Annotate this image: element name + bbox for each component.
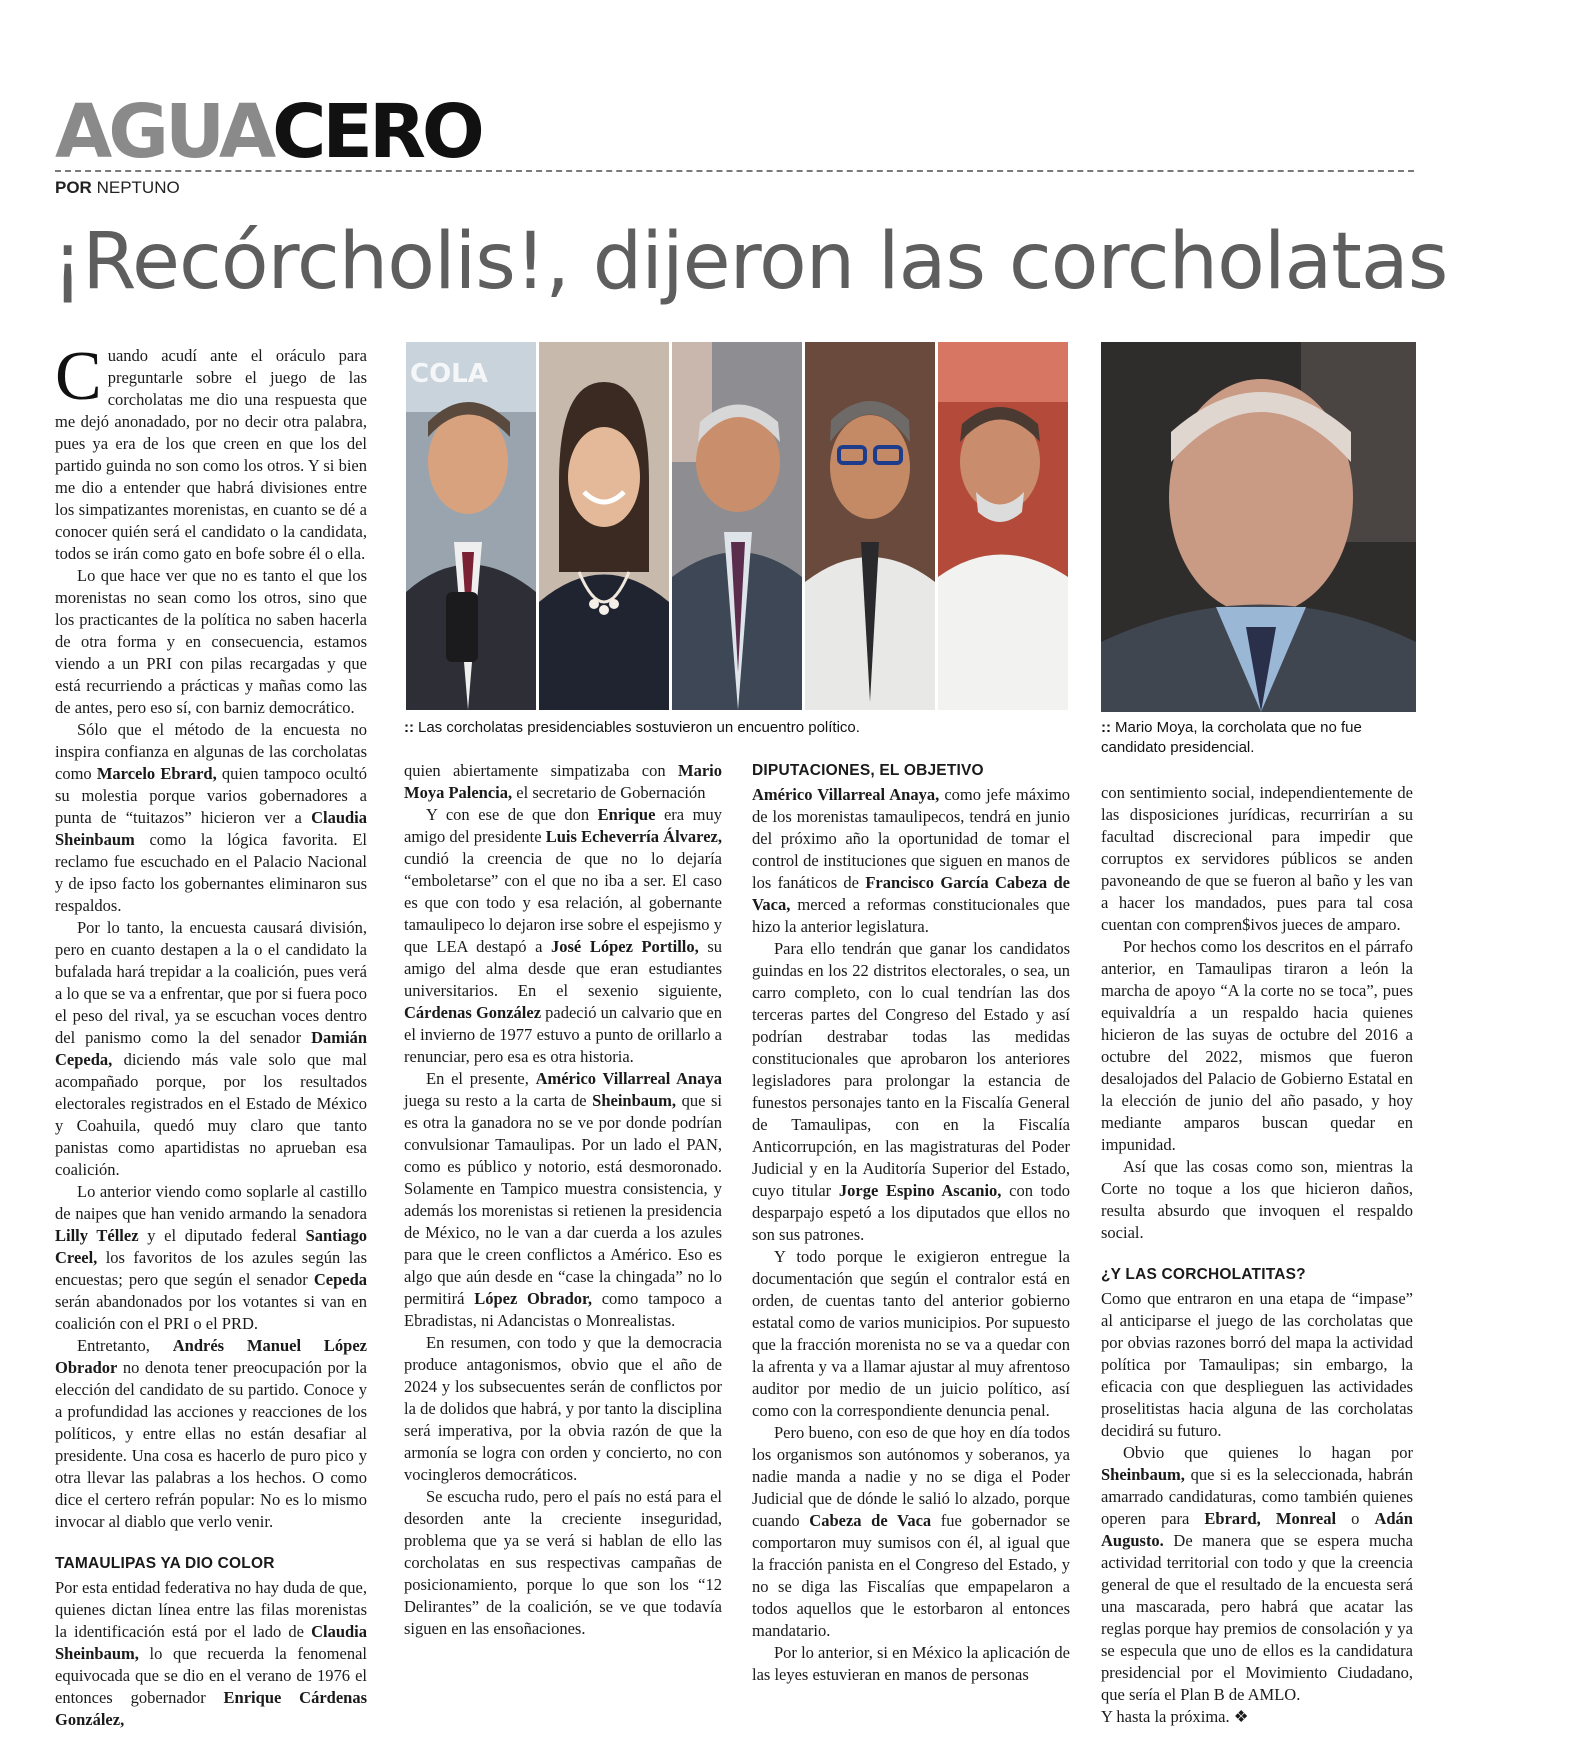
section-heading: DIPUTACIONES, EL OBJETIVO <box>752 762 984 779</box>
paragraph: Y con ese de que don Enrique era muy amigo del presidente Luis Echeverría Álvarez, cundió la creencia de que no lo dejaría “emboletarse” con el que no iba a ser. El caso es que con todo y esa relación, al gobernante tamaulipeco lo dejaron irse sobre el espejismo y que LEA destapó a José López Portillo, su amigo del alma desde que eran estudiantes universitarios. En el sexenio siguiente, Cárdenas González padeció un calvario que en el invierno de 1977 estuvo a punto de orillarlo a renunciar, pero esa es otra historia. <box>404 805 722 1066</box>
dashed-divider <box>55 170 1414 172</box>
section-heading: TAMAULIPAS YA DIO COLOR <box>55 1555 275 1572</box>
side-photo-caption: :: Mario Moya, la corcholata que no fue candidato presidencial. <box>1101 719 1362 756</box>
column-masthead <box>55 89 481 175</box>
paragraph: Por lo anterior, si en México la aplicación de las leyes estuvieran en manos de personas <box>752 1643 1070 1684</box>
masthead-cero: CERO <box>272 89 481 175</box>
paragraph: Por esta entidad federativa no hay duda de que, quienes dictan línea entre las filas morenistas la identificación está por el lado de Claudia Sheinbaum, lo que recuerda la fenomenal equivocada que se dio en el verano de 1976 el entonces gobernador Enrique Cárdenas González, <box>55 1578 368 1729</box>
portrait-photo <box>938 342 1068 710</box>
masthead-agua: AGUA <box>55 89 273 175</box>
side-photo-mario-moya <box>1101 342 1416 712</box>
paragraph: Se escucha rudo, pero el país no está para el desorden ante la creciente inseguridad, problema que ya se verá si hablan de ello las corcholatas en sus respectivas campañas de posicionamiento, porque lo que son los “12 Delirantes” de la coalición, se ve que todavía siguen en las ensoñaciones. <box>404 1487 722 1638</box>
caption-marker: :: <box>404 719 414 736</box>
caption-marker: :: <box>1101 719 1111 736</box>
paragraph: Así que las cosas como son, mientras la Corte no toque a los que hicieron daños, resulta absurdo que invoquen el respaldo social. <box>1101 1157 1413 1242</box>
paragraph: Pero bueno, con eso de que hoy en día todos los organismos son autónomos y soberanos, ya nadie manda a nadie y no se diga el Poder Judicial que de dónde le salió lo alzado, porque cuando Cabeza de Vaca fue gobernador se comportaron muy sumisos con él, al igual que la fracción panista en el Congreso del Estado, y no se diga las Fiscalías que empapelaron a todos aquellos que le estorbaron al entonces mandatario. <box>752 1423 1070 1640</box>
photo-strip-corcholatas <box>406 342 1068 710</box>
section-heading: ¿Y LAS CORCHOLATITAS? <box>1101 1266 1306 1283</box>
svg-text:COLA: COLA <box>410 359 488 389</box>
drop-cap: C <box>55 338 102 415</box>
byline-por: POR <box>55 178 92 197</box>
article-column-3 <box>752 760 1070 1686</box>
paragraph: Obvio que quienes lo hagan por Sheinbaum, que si es la seleccionada, habrán amarrado candidaturas, como también quienes operen para Ebrard, Monreal o Adán Augusto. De manera que se espera mucha actividad territorial con todo y que la creencia general de que el resultado de la encuesta será una mascarada, pero habrá que acatar las reglas porque hay premios de consolación y ya se especula que uno de ellos es la candidatura presidencial por el Movimiento Ciudadano, que sería el Plan B de AMLO. <box>1101 1443 1413 1704</box>
byline <box>55 178 180 198</box>
portrait-photo <box>805 342 935 710</box>
paragraph: Para ello tendrán que ganar los candidatos guindas en los 22 distritos electorales, o sea, un carro completo, con lo cual tendrían las dos terceras partes del Congreso del Estado y así podrían destrabar todas las medidas constitucionales que aprobaron los anteriores legisladores para prolongar la estancia de funestos personajes tanto en la Fiscalía General de Tamaulipas, con en la Fiscalía Anticorrupción, en las magistraturas del Poder Judicial y en la Auditoría Superior del Estado, cuyo titular Jorge Espino Ascanio, con todo desparpajo espetó a los diputados que ellos no son sus patrones. <box>752 939 1070 1244</box>
paragraph: Américo Villarreal Anaya, como jefe máximo de los morenistas tamaulipecos, tendrá en junio del próximo año la oportunidad de tomar el control de instituciones que siguen en manos de los fanáticos de Francisco García Cabeza de Vaca, merced a reformas constitucionales que hizo la anterior legislatura. <box>752 785 1070 936</box>
byline-author: NEPTUNO <box>96 178 180 197</box>
portrait-photo <box>406 342 536 710</box>
article-column-2 <box>404 760 722 1640</box>
article-headline: ¡Recórcholis!, dijeron las corcholatas <box>52 217 1448 307</box>
paragraph: Cuando acudí ante el oráculo para preguntarle sobre el juego de las corcholatas me dio una respuesta que me dejó anonadado, por no decir otra palabra, pues ya era de los que creen en que los del partido guinda no son como los otros. Y si bien me dio a entender que habrá divisiones entre los simpatizantes morenistas, en cuanto se dé a conocer quién será el candidato o la candidata, todos se irán como gato en bofe sobre él o ella. <box>55 338 367 563</box>
paragraph: Y todo porque le exigieron entregue la documentación que según el contralor está en orden, de cuentas tanto del anterior gobierno estatal como de varios municipios. Por supuesto que la fracción morenista no se va a quedar con la afrenta y va a llamar ajustar al muy afrentoso auditor por medio de un juicio político, así como con la correspondiente denuncia penal. <box>752 1247 1070 1420</box>
article-column-1 <box>55 338 368 1731</box>
paragraph: Por lo tanto, la encuesta causará división, pero en cuanto destapen a la o el candidato la bufalada hará trepidar a la coalición, pues verá a lo que se va a enfrentar, que por si fuera poco el peso del rival, ya se escuchan voces dentro del panismo como la del senador Damián Cepeda, diciendo más vale solo que mal acompañado porque, por los resultados electorales registrados en el Estado de México y Coahuila, quedó muy claro que tanto panistas como apartidistas no aprueban esa coalición. <box>55 918 367 1179</box>
paragraph: quien abiertamente simpatizaba con Mario Moya Palencia, el secretario de Gobernación <box>404 761 722 802</box>
paragraph: Como que entraron en una etapa de “impase” al anticiparse el juego de las corcholatas que por obvias razones borró del mapa la actividad política por Tamaulipas; sin embargo, la eficacia con que desplieguen las actividades proselitistas hacia alguna de las corcholatas decidirá su futuro. <box>1101 1289 1413 1440</box>
paragraph: En resumen, con todo y que la democracia produce antagonismos, obvio que el año de 2024 y los subsecuentes serán de conflictos por la de dolidos que habrá, y por tanto la disciplina será imperativa, por la obvia razón de que la armonía se logra con orden y concierto, no con vocingleros democráticos. <box>404 1333 722 1484</box>
paragraph: Sólo que el método de la encuesta no inspira confianza en algunas de las corcholatas como Marcelo Ebrard, quien tampoco ocultó su molestia porque varios gobernadores a punta de “tuitazos” hicieron ver a Claudia Sheinbaum como la lógica favorita. El reclamo fue escuchado en el Palacio Nacional y de ipso facto los gobernantes eliminaron sus respaldos. <box>55 720 367 915</box>
paragraph: Lo anterior viendo como soplarle al castillo de naipes que han venido armando la senadora Lilly Téllez y el diputado federal Santiago Creel, los favoritos de los azules según las encuestas; pero que según el senador Cepeda serán abandonados por los votantes si van en coalición con el PRI o el PRD. <box>55 1182 367 1333</box>
paragraph: Lo que hace ver que no es tanto el que los morenistas no sean como los otros, sino que los practicantes de la política no saben hacerla de otra forma y en consecuencia, estamos viendo a un PRI con pilas recargadas y que está recurriendo a prácticas y mañas como las de antes, pero eso sí, con barniz democrático. <box>55 566 367 717</box>
paragraph: En el presente, Américo Villarreal Anaya juega su resto a la carta de Sheinbaum, que si es otra la ganadora no se ve por donde podrían convulsionar Tamaulipas. Por un lado el PAN, como es público y notorio, está desmoronado. Solamente en Tampico muestra consistencia, y además los morenistas si retienen la presidencia de México, no le van a dar cuerda a los azules para que le creen conflictos a Américo. Eso es algo que aún desde en “case la chingada” no lo permitirá López Obrador, como tampoco a Ebradistas, ni Adancistas o Monrealistas. <box>404 1069 722 1330</box>
sign-off: Y hasta la próxima. ❖ <box>1101 1707 1249 1726</box>
paragraph: Por hechos como los descritos en el párrafo anterior, en Tamaulipas tiraron a león la marcha de apoyo “A la corte no se toca”, pues equivaldría a un respaldo hacia quienes hicieron de las suyas de octubre del 2016 a octubre del 2022, mismos que fueron desalojados del Palacio de Gobierno Estatal en la elección de junio del año pasado, y hoy mediante amparos buscan quedar en impunidad. <box>1101 937 1413 1154</box>
paragraph: Entretanto, Andrés Manuel López Obrador no denota tener preocupación por la elección del candidato de su partido. Conoce y a profundidad las acciones y reacciones de los políticos, y entre ellas no están desafiar al presidente. Una cosa es hacerlo de puro pico y otra llevar las palabras a los hechos. O como dice el certero refrán popular: No es lo mismo invocar al diablo que verlo venir. <box>55 1336 367 1531</box>
photo-strip-caption: :: Las corcholatas presidenciables sostuvieron un encuentro político. <box>404 719 860 736</box>
article-column-4 <box>1101 782 1413 1728</box>
paragraph: con sentimiento social, independientemente de las disposiciones jurídicas, recurrirían a su facultad discrecional para impedir que corruptos ex servidores públicos se anden pavoneando de que se fueron al baño y les van a hacer los mandados, pues para tal cosa cuentan con compren$ivos jueces de amparo. <box>1101 783 1413 934</box>
portrait-photo <box>672 342 802 710</box>
portrait-photo <box>539 342 669 710</box>
